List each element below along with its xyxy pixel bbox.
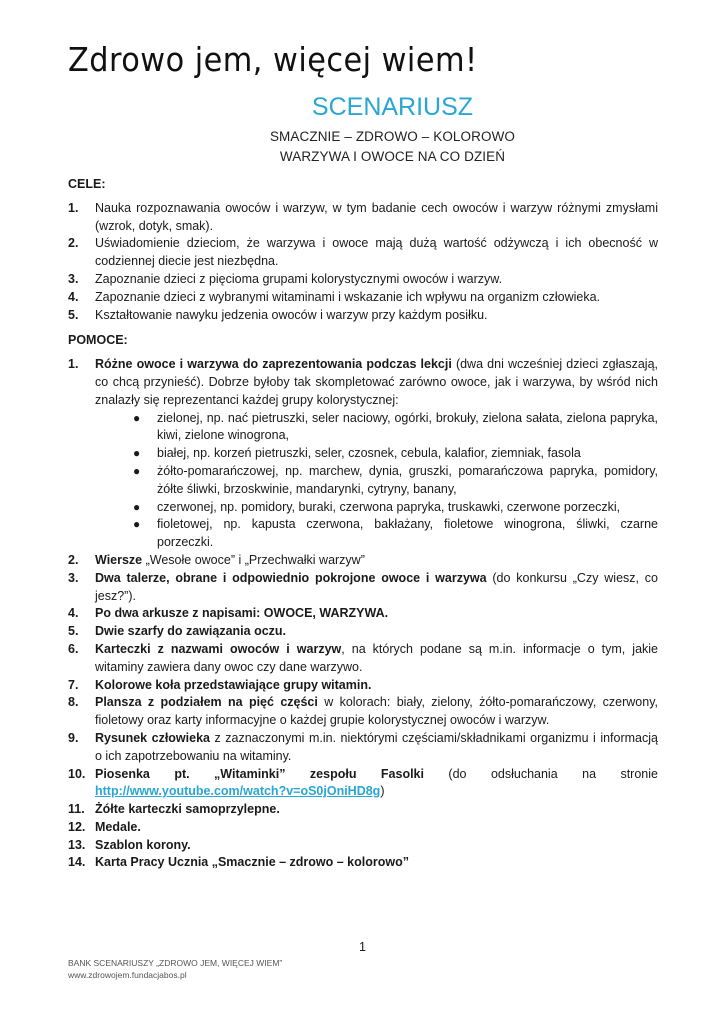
subtitle-2: WARZYWA I OWOCE NA CO DZIEŃ: [279, 149, 506, 164]
aid-item: [68, 730, 658, 766]
page-title: SCENARIUSZ: [311, 93, 474, 121]
subtitle-1: SMACZNIE – ZDROWO – KOLOROWO: [269, 129, 516, 144]
youtube-link[interactable]: http://www.youtube.com/watch?v=oS0jOniHD8g: [95, 784, 381, 799]
item-bold-text: Kolorowe koła przedstawiające grupy witamin.: [95, 677, 372, 692]
item-number: 13.: [68, 837, 86, 852]
page-number: 1: [359, 940, 366, 954]
aid-item: [68, 837, 658, 855]
aids-heading: POMOCE:: [68, 333, 128, 348]
item-text: „Wesołe owoce” i „Przechwałki warzyw”: [142, 552, 365, 567]
item-number: 12.: [68, 819, 86, 834]
item-text: (do konkursu „Czy wiesz, co jesz?”).: [95, 570, 658, 603]
bullet-icon: ●: [133, 410, 141, 425]
aid-item: [68, 356, 658, 552]
aid-item: [68, 801, 658, 819]
aid-item: [68, 570, 658, 606]
item-bold-text: Dwa talerze, obrane i odpowiednio pokrojone owoce i warzywa: [95, 570, 487, 585]
item-bold-text: Medale.: [95, 819, 141, 834]
item-text: z zaznaczonymi m.in. niektórymi częściami/składnikami organizmu i informacją o ich zapotrzebowaniu na witaminy.: [95, 730, 658, 763]
aid-item: [68, 819, 658, 837]
goal-item: [68, 200, 658, 236]
aid-item: [68, 677, 658, 695]
item-number: 6.: [68, 641, 79, 656]
item-number: 1.: [68, 357, 79, 372]
footer: [68, 957, 282, 981]
aid-item: [68, 766, 658, 802]
logo: Zdrowo jem, więcej wiem!: [68, 40, 478, 79]
color-group-item: [95, 499, 658, 517]
item-number: 7.: [68, 677, 79, 692]
item-number: 14.: [68, 855, 86, 870]
item-text: , na których podane są m.in. informacje o tym, jakie witaminy zawiera dany owoc czy dane warzywo.: [95, 641, 658, 674]
aid-item: [68, 854, 658, 872]
item-text: Kształtowanie nawyku jedzenia owoców i warzyw przy każdym posiłku.: [95, 307, 488, 322]
aid-item: [68, 694, 658, 730]
goal-item: [68, 307, 658, 325]
item-bold-text: Rysunek człowieka: [95, 730, 210, 745]
goals-list: [68, 200, 658, 325]
item-bold-text: Żółte karteczki samoprzylepne.: [95, 802, 280, 817]
color-group-item: [95, 445, 658, 463]
item-number: 4.: [68, 289, 79, 304]
bullet-icon: ●: [133, 499, 141, 514]
color-group-text: zielonej, np. nać pietruszki, seler naciowy, ogórki, brokuły, zielona sałata, zielona papryka, kiwi, zielone winogrona,: [157, 410, 658, 443]
item-number: 5.: [68, 624, 79, 639]
item-number: 11.: [68, 802, 85, 817]
item-text: (do odsłuchania na stronie: [423, 766, 658, 781]
item-text: Uświadomienie dzieciom, że warzywa i owoce mają dużą wartość odżywczą i ich obecność w codziennej diecie jest niezbędna.: [95, 236, 658, 269]
item-number: 3.: [68, 570, 79, 585]
item-bold-text: Karta Pracy Ucznia „Smacznie – zdrowo – kolorowo”: [95, 855, 409, 870]
item-number: 9.: [68, 730, 79, 745]
item-number: 3.: [68, 271, 79, 286]
color-group-item: [95, 410, 658, 446]
item-bold-text: Piosenka pt. „Witaminki” zespołu Fasolki: [95, 766, 424, 781]
item-number: 10.: [68, 766, 86, 781]
item-number: 8.: [68, 695, 79, 710]
footer-line-1: BANK SCENARIUSZY „ZDROWO JEM, WIĘCEJ WIEM”: [68, 958, 283, 968]
aid-item: [68, 552, 658, 570]
item-number: 1.: [68, 200, 79, 215]
goal-item: [68, 235, 658, 271]
item-text: w kolorach: biały, zielony, żółto-pomarańczowy, czerwony, fioletowy oraz karty informacyjne o każdej grupie kolorystycznej owoców i warzyw.: [95, 695, 658, 728]
goal-item: [68, 271, 658, 289]
item-text: Zapoznanie dzieci z wybranymi witaminami i wskazanie ich wpływu na organizm człowieka.: [95, 289, 601, 304]
item-bold-text: Po dwa arkusze z napisami: OWOCE, WARZYWA.: [95, 606, 389, 621]
item-number: 5.: [68, 307, 79, 322]
aid-item: [68, 605, 658, 623]
color-groups-list: [95, 410, 658, 552]
bullet-icon: ●: [133, 517, 141, 532]
item-bold-text: Dwie szarfy do zawiązania oczu.: [95, 624, 287, 639]
color-group-text: fioletowej, np. kapusta czerwona, bakłażany, fioletowe winogrona, śliwki, czarne porzeczki.: [157, 517, 658, 550]
item-number: 4.: [68, 606, 79, 621]
aid-item: [68, 641, 658, 677]
color-group-item: [95, 463, 658, 499]
goals-heading: CELE:: [68, 177, 106, 191]
goal-item: [68, 289, 658, 307]
item-text-after: ): [380, 784, 385, 799]
item-bold-text: Karteczki z nazwami owoców i warzyw: [95, 641, 342, 656]
footer-url: www.zdrowojem.fundacjabos.pl: [68, 970, 187, 980]
item-number: 2.: [68, 552, 79, 567]
color-group-text: żółto-pomarańczowej, np. marchew, dynia, gruszki, pomarańczowa papryka, pomidory, żółte śliwki, brzoskwinie, mandarynki, cytryny, banany,: [157, 463, 658, 496]
item-text: Zapoznanie dzieci z pięcioma grupami kolorystycznymi owoców i warzyw.: [95, 271, 503, 286]
item-bold-text: Różne owoce i warzywa do zaprezentowania podczas lekcji: [95, 357, 452, 372]
color-group-text: czerwonej, np. pomidory, buraki, czerwona papryka, truskawki, czerwone porzeczki,: [157, 499, 621, 514]
item-bold-text: Szablon korony.: [95, 837, 191, 852]
item-bold-text: Wiersze: [95, 552, 143, 567]
color-group-item: [95, 516, 658, 552]
item-text: (dwa dni wcześniej dzieci zgłaszają, co chcą przynieść). Dobrze byłoby tak skompletować zarówno owoce, jak i warzywa, by wśród nich znalazły się reprezentanci każdej grupy kolorystycznej:: [95, 357, 658, 407]
color-group-text: białej, np. korzeń pietruszki, seler, czosnek, cebula, kalafior, ziemniak, fasola: [157, 446, 581, 461]
bullet-icon: ●: [133, 446, 141, 461]
aids-list: [68, 356, 658, 872]
item-bold-text: Plansza z podziałem na pięć części: [95, 695, 318, 710]
aid-item: [68, 623, 658, 641]
bullet-icon: ●: [133, 463, 141, 478]
content: [68, 176, 658, 872]
item-text: Nauka rozpoznawania owoców i warzyw, w tym badanie cech owoców i warzyw różnymi zmysłami (wzrok, dotyk, smak).: [95, 200, 658, 233]
item-number: 2.: [68, 236, 79, 251]
